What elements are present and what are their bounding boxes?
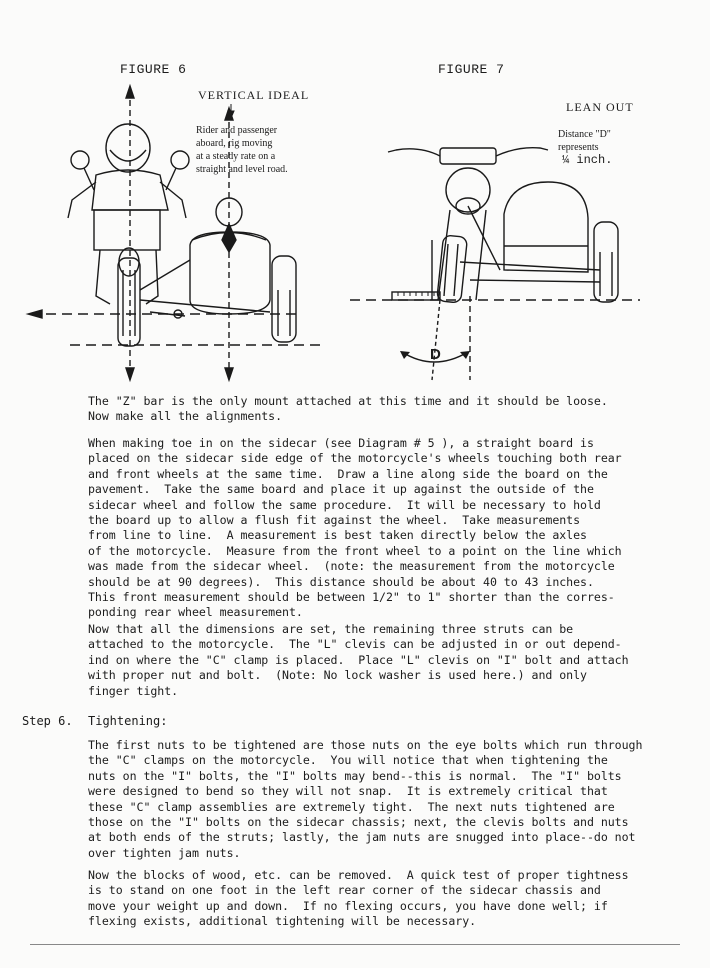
figure-6-title: VERTICAL IDEAL bbox=[198, 88, 310, 102]
paragraph-z-bar: The "Z" bar is the only mount attached at this time and it should be loose. Now make all the alignments. bbox=[88, 394, 608, 424]
figure-6-caption bbox=[196, 124, 288, 176]
caption-line: aboard, rig moving bbox=[196, 138, 273, 149]
caption-line: Rider and passenger bbox=[196, 125, 278, 136]
paragraph-tightening: The first nuts to be tightened are those nuts on the eye bolts which run through the "C" clamps on the motorcycle. You will notice that when tightening the nuts on the "I" bolts, the "I" bolts may bend--this is normal. The "I" bolts were designed to bend so they will not snap. It is extremely critical that these "C" clamp assemblies are extremely tight. The next nuts tightened are those on the "I" bolts on the sidecar chassis; next, the clevis bolts and nuts at both ends of the struts; lastly, the jam nuts are snugged into place--do not over tighten jam nuts. bbox=[88, 738, 643, 860]
caption-line: straight and level road. bbox=[196, 164, 288, 175]
caption-line: at a steady rate on a bbox=[196, 151, 276, 162]
figure-7-label: FIGURE 7 bbox=[438, 62, 505, 77]
step-label: Step 6. bbox=[22, 714, 73, 728]
paragraph-struts: Now that all the dimensions are set, the remaining three struts can be attached to the motorcycle. The "L" clevis can be adjusted in or out depend- ind on where the "C" clamp is placed. Place "L" clevis on "I" bolt and attach with proper nut and bolt. (Note: No lock washer is used here.) and only finger tight. bbox=[88, 622, 629, 698]
paragraph-test: Now the blocks of wood, etc. can be removed. A quick test of proper tightness is to stand on one foot in the left rear corner of the sidecar chassis and move your weight up and down. If no flexing occurs, you have done well; if flexing exists, additional tightening will be necessary. bbox=[88, 868, 629, 929]
figure-7-illustration bbox=[0, 0, 710, 400]
figure-7-caption bbox=[558, 128, 612, 167]
figure-6-label: FIGURE 6 bbox=[120, 62, 187, 77]
caption-line: ¼ inch. bbox=[562, 153, 613, 167]
distance-d-label: D bbox=[430, 346, 442, 363]
caption-line: Distance "D" bbox=[558, 129, 611, 140]
step-heading: Tightening: bbox=[88, 714, 168, 728]
caption-line: represents bbox=[558, 142, 599, 153]
paragraph-toe-in: When making toe in on the sidecar (see Diagram # 5 ), a straight board is placed on the sidecar side edge of the motorcycle's wheels touching both rear and front wheels at the same time. Draw a line along side the board on the pavement. Take the same board and place it up against the outside of the sidecar wheel and follow the same procedure. It will be necessary to hold the board up to allow a flush fit against the wheel. Take measurements from line to line. A measurement is best taken directly below the axles of the motorcycle. Measure from the front wheel to a point on the line which was made from the sidecar wheel. (note: the measurement from the motorcycle should be at 90 degrees). This distance should be about 40 to 43 inches. This front measurement should be between 1/2" to 1" shorter than the corres- ponding rear wheel measurement. bbox=[88, 436, 622, 620]
figure-7-title: LEAN OUT bbox=[566, 100, 634, 114]
bottom-rule bbox=[30, 944, 680, 945]
